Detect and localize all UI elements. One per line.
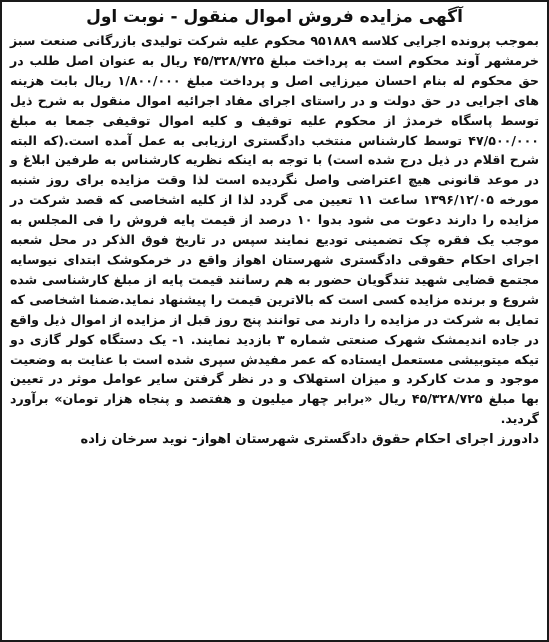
notice-title: آگهی مزایده فروش اموال منقول - نوبت اول [86, 7, 463, 27]
notice-body-text: بموجب پرونده اجرایی کلاسه ۹۵۱۸۸۹ محکوم علیه شرکت تولیدی بازرگانی صنعت سبز خرمشهر آوند محکوم است به پرداخت مبلغ ۴۵/۳۲۸/۷۲۵ ریال به عنوان اصل طلب در حق محکوم له بنام احسان میرزایی اصل و پرداخت مبلغ ۱/۸۰۰/۰۰۰ ریال بابت هزینه های اجرایی در حق دولت و در راستای اجرای مفاد اجرائیه اموال منقول به شرح ذیل توسط پاسگاه خرمدژ از محکوم علیه توقیف و کلیه اموال توقیفی جمعا به مبلغ ۴۷/۵۰۰/۰۰۰ توسط کارشناس منتخب دادگستری ارزیابی به عمل آمده است.(که البته شرح اقلام در ذیل درج شده است) با توجه به اینکه نظریه کارشناس به طرفین ابلاغ و در موعد قانونی هیچ اعتراضی واصل نگردیده است لذا وقت مزایده برای روز شنبه مورخه ۱۳۹۶/۱۲/۰۵ ساعت ۱۱ تعیین می گردد لذا از کلیه اشخاصی که قصد شرکت در مزایده را دارند دعوت می شود بدوا ۱۰ درصد از قیمت پایه فروش را فی المجلس به موجب یک فقره چک تضمینی تودیع نمایند سپس در تاریخ فوق الذکر در محل شعبه اجرای احکام حقوقی دادگستری شهرستان اهواز واقع در خرمکوشک ابتدای نیوسایه مجتمع قضایی شهید تندگویان حضور به هم رسانند قیمت پایه از مبلغ کارشناسی شده شروع و برنده مزایده کسی است که بالاترین قیمت را پیشنهاد نماید.ضمنا اشخاصی که تمایل به شرکت در مزایده را دارند می توانند پنج روز قبل از مزایده از اموال ذیل واقع در جاده اندیمشک شهرک صنعتی شماره ۳ بازدید نمایند. ۱- یک دستگاه کولر گازی دو تیکه میتوبیشی مستعمل ایستاده که عمر مفیدش سپری شده است با عنایت به وضعیت موجود و مدت کارکرد و میزان استهلاک و در نظر گرفتن سایر عوامل موثر در تعیین بها مبلغ ۴۵/۳۲۸/۷۲۵ ریال «برابر چهار میلیون و هفتصد و پنجاه هزار تومان» برآورد گردید. [10, 33, 540, 427]
notice-signature: دادورز اجرای احکام حقوق دادگستری شهرستان اهواز- نوید سرخان زاده [80, 432, 539, 448]
notice-body [10, 31, 539, 429]
